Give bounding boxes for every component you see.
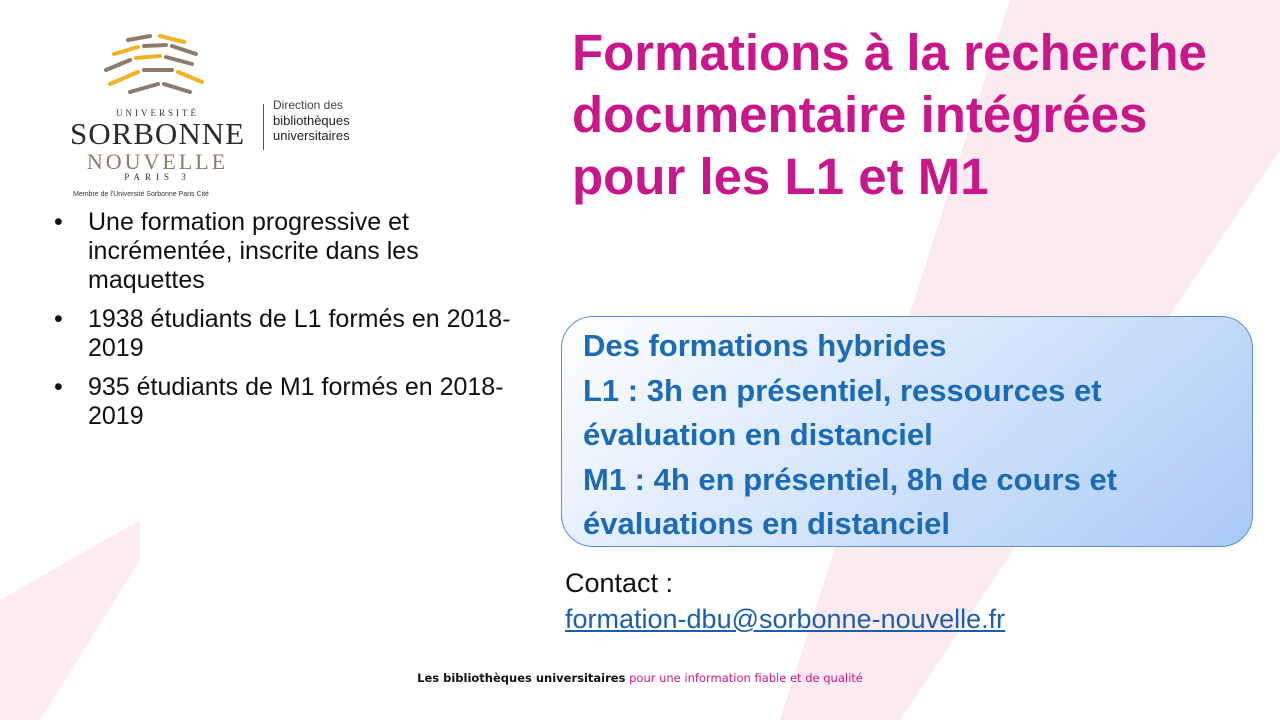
- hybrid-line: M1 : 4h en présentiel, 8h de cours et: [583, 461, 1118, 497]
- bullet-text: Une formation progressive et incrémentée, inscrite dans les maquettes: [88, 208, 419, 294]
- footer-bold-text: Les bibliothèques universitaires: [417, 671, 626, 685]
- hybrid-line: évaluation en distanciel: [583, 417, 933, 452]
- footer-tagline: [0, 671, 1280, 685]
- list-item: [52, 208, 522, 295]
- logo-divider: [263, 104, 264, 150]
- hybrid-line: L1 : 3h en présentiel, ressources et: [583, 372, 1102, 408]
- logo-universite-text: UNIVERSITÉ: [116, 108, 199, 118]
- hybrid-line: évaluations en distanciel: [583, 506, 950, 541]
- bullet-icon: •: [54, 373, 63, 401]
- list-item: [52, 305, 522, 363]
- hybrid-heading: Des formations hybrides: [583, 328, 947, 363]
- logo-department-line: bibliothèques: [273, 113, 350, 128]
- university-logo: [55, 30, 395, 198]
- bullet-icon: •: [54, 305, 63, 333]
- decor-stripe-bottom-left: [0, 520, 140, 720]
- logo-member-text: Membre de l'Université Sorbonne Paris Cité: [73, 191, 209, 198]
- sorbonne-logo-mark-icon: [100, 30, 210, 100]
- contact-block: [565, 566, 1005, 636]
- slide-title: Formations à la recherche documentaire intégrées pour les L1 et M1: [572, 24, 1207, 205]
- contact-email-link[interactable]: formation-dbu@sorbonne-nouvelle.fr: [565, 604, 1006, 634]
- contact-label: Contact :: [565, 568, 674, 598]
- bullet-list: [52, 208, 522, 441]
- bullet-text: 935 étudiants de M1 formés en 2018-2019: [88, 373, 504, 430]
- logo-nouvelle-text: NOUVELLE: [86, 149, 229, 174]
- logo-sorbonne-text: SORBONNE: [69, 116, 246, 151]
- bullet-icon: •: [54, 208, 63, 236]
- list-item: [52, 373, 522, 431]
- hybrid-training-box: [561, 316, 1253, 547]
- logo-department-line: Direction des: [273, 98, 344, 112]
- footer-accent-text: pour une information fiable et de qualité: [629, 671, 863, 685]
- logo-paris-text: PARIS 3: [124, 172, 191, 182]
- logo-department-line: universitaires: [273, 128, 350, 143]
- logo-department: [273, 98, 403, 143]
- bullet-text: 1938 étudiants de L1 formés en 2018-2019: [88, 305, 511, 362]
